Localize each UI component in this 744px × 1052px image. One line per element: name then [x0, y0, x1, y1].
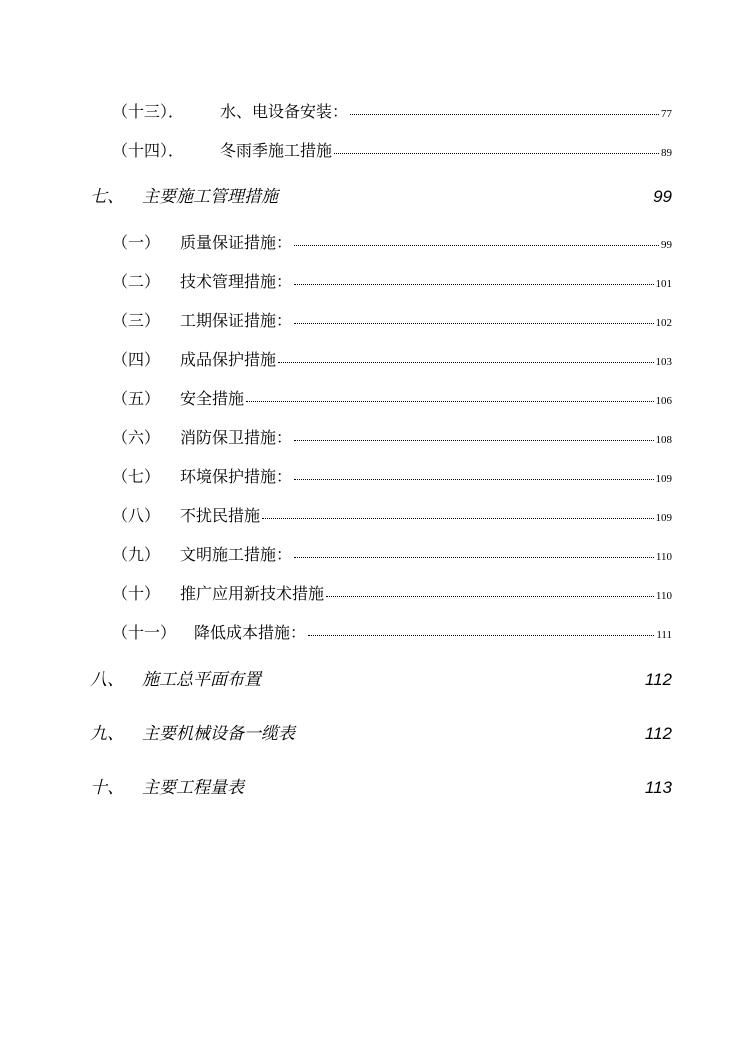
toc-entry[interactable] — [112, 464, 672, 486]
toc-entry-title: 推广应用新技术措施 — [180, 584, 325, 603]
dot-leader — [308, 635, 654, 636]
toc-chapter[interactable] — [90, 773, 672, 799]
toc-entry-title: 消防保卫措施： — [180, 428, 293, 447]
toc-entry-number: （三） — [112, 311, 161, 330]
toc-chapter-number: 八、 — [90, 670, 124, 690]
toc-entry-title: 水、电设备安装： — [220, 102, 349, 121]
toc-entry-page: 101 — [655, 278, 672, 290]
toc-entry-title: 环境保护措施： — [180, 467, 293, 486]
toc-entry-page: 109 — [655, 512, 672, 524]
toc-entry-number: （十三）． — [112, 102, 185, 121]
toc-entry-number: （八） — [112, 506, 161, 525]
toc-entry[interactable] — [112, 620, 672, 642]
toc-entry-number: （四） — [112, 350, 161, 369]
toc-entry-page: 77 — [661, 108, 672, 120]
toc-entry-page: 106 — [655, 395, 672, 407]
toc-entry-number: （十） — [112, 584, 161, 603]
toc-entry-title: 不扰民措施 — [180, 506, 261, 525]
toc-entry-page: 102 — [655, 317, 672, 329]
toc-entry-page: 108 — [655, 434, 672, 446]
toc-entry-title: 质量保证措施： — [180, 233, 293, 252]
toc-entry-number: （十四）． — [112, 141, 185, 160]
toc-chapter-number: 十、 — [90, 778, 124, 798]
toc-entry-page: 89 — [661, 147, 672, 159]
toc-entry-title: 成品保护措施 — [180, 350, 277, 369]
toc-entry[interactable] — [112, 269, 672, 291]
toc-chapter[interactable] — [90, 182, 672, 208]
toc-entry-page: 103 — [655, 356, 672, 368]
toc-entry-page: 111 — [656, 629, 672, 641]
toc-entry[interactable] — [112, 503, 672, 525]
toc-chapter[interactable] — [90, 665, 672, 691]
toc-entry[interactable] — [112, 99, 672, 121]
toc-entry-number: （七） — [112, 467, 161, 486]
toc-entry-title: 冬雨季施工措施 — [220, 141, 333, 160]
toc-entry[interactable] — [112, 138, 672, 160]
toc-entry-number: （二） — [112, 272, 161, 291]
toc-chapter-title: 主要施工管理措施 — [142, 187, 278, 207]
toc-entry-title: 文明施工措施： — [180, 545, 293, 564]
toc-entry-number: （一） — [112, 233, 161, 252]
toc-chapter-title: 主要机械设备一缆表 — [142, 724, 295, 744]
dot-leader — [294, 440, 653, 441]
dot-leader — [278, 362, 653, 363]
toc-entry-title: 技术管理措施： — [180, 272, 293, 291]
dot-leader — [294, 557, 654, 558]
toc-entry-title: 工期保证措施： — [180, 311, 293, 330]
toc-chapter-page: 112 — [644, 670, 672, 689]
dot-leader — [334, 153, 659, 154]
toc-entry[interactable] — [112, 347, 672, 369]
toc-chapter-title: 主要工程量表 — [142, 778, 244, 798]
dot-leader — [326, 596, 654, 597]
toc-chapter-page: 112 — [644, 724, 672, 743]
toc-entry-title: 降低成本措施： — [194, 623, 307, 642]
toc-entry-page: 110 — [655, 551, 672, 563]
toc-entry[interactable] — [112, 230, 672, 252]
toc-chapter-number: 九、 — [90, 724, 124, 744]
dot-leader — [350, 114, 659, 115]
toc-chapter-page: 113 — [644, 778, 672, 797]
toc-entry[interactable] — [112, 386, 672, 408]
dot-leader — [294, 479, 653, 480]
toc-entry-title: 安全措施 — [180, 389, 245, 408]
toc-entry-number: （九） — [112, 545, 161, 564]
toc-entry-page: 99 — [661, 239, 672, 251]
toc-chapter-number: 七、 — [90, 187, 124, 207]
dot-leader — [294, 245, 659, 246]
toc-entry-page: 109 — [655, 473, 672, 485]
dot-leader — [262, 518, 653, 519]
toc-entry-number: （六） — [112, 428, 161, 447]
toc-entry[interactable] — [112, 542, 672, 564]
toc-entry[interactable] — [112, 308, 672, 330]
toc-entry[interactable] — [112, 581, 672, 603]
toc-entry[interactable] — [112, 425, 672, 447]
toc-entry-number: （五） — [112, 389, 161, 408]
toc-chapter[interactable] — [90, 719, 672, 745]
toc-entry-page: 110 — [655, 590, 672, 602]
dot-leader — [294, 284, 653, 285]
toc-chapter-page: 99 — [653, 187, 672, 206]
dot-leader — [246, 401, 653, 402]
toc-entry-number: （十一） — [112, 623, 177, 642]
toc-chapter-title: 施工总平面布置 — [142, 670, 261, 690]
dot-leader — [294, 323, 653, 324]
